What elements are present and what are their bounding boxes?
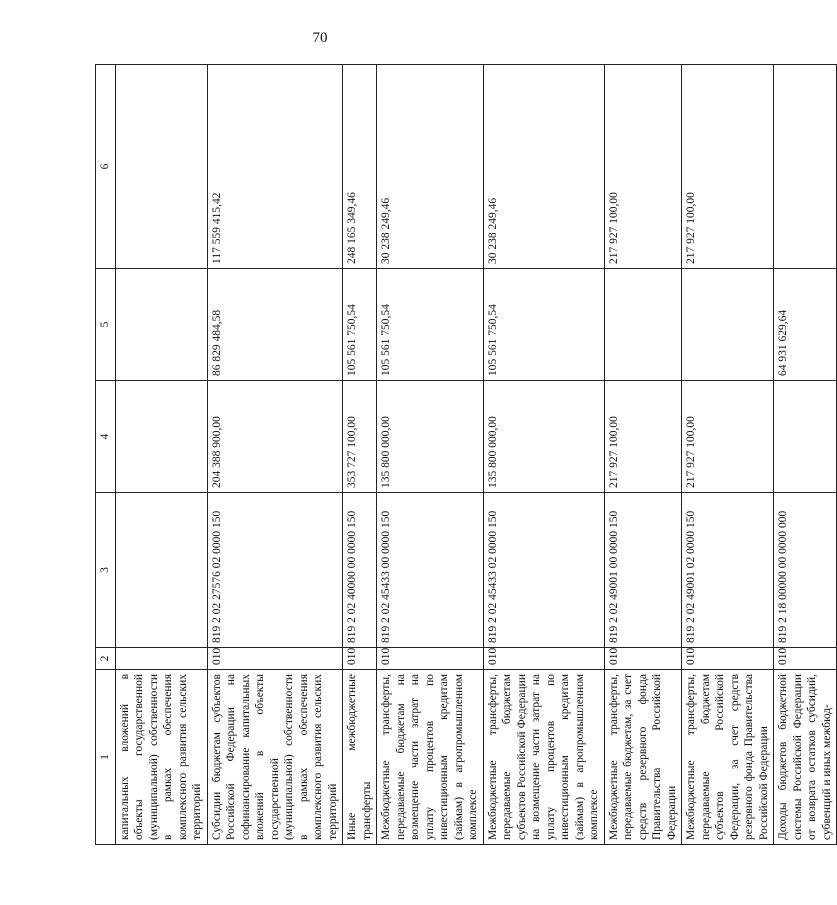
rotated-table-container	[95, 65, 833, 845]
header-cell: 6	[96, 65, 116, 269]
table-row	[774, 65, 837, 845]
header-cell: 5	[96, 269, 116, 381]
row-admin-code: 010	[377, 648, 484, 670]
row-name: Межбюджетные трансферты, передаваемые бюджетам на возмещение части затрат на уплату процентов по инвестиционным кредитам (займам) в агропромышленном комплексе	[377, 670, 484, 845]
row-budget-code	[115, 493, 207, 648]
row-executed: 105 561 750,54	[483, 269, 604, 381]
table-row	[377, 65, 484, 845]
row-budget-code: 819 2 02 27576 02 0000 150	[207, 493, 343, 648]
row-executed: 105 561 750,54	[377, 269, 484, 381]
header-cell: 2	[96, 648, 116, 670]
row-budget-code: 819 2 02 49001 00 0000 150	[604, 493, 682, 648]
table-row	[343, 65, 377, 845]
row-executed	[604, 269, 682, 381]
row-plan: 217 927 100,00	[682, 381, 774, 493]
row-name: капитальных вложений в объекты государственной (муниципальной) собственности в рамках обеспечения комплексного развития сельских территорий	[115, 670, 207, 845]
row-budget-code: 819 2 02 49001 02 0000 150	[682, 493, 774, 648]
row-plan: 217 927 100,00	[604, 381, 682, 493]
row-plan: 353 727 100,00	[343, 381, 377, 493]
row-plan: 204 388 900,00	[207, 381, 343, 493]
row-admin-code	[115, 648, 207, 670]
row-plan: 135 800 000,00	[483, 381, 604, 493]
header-cell: 4	[96, 381, 116, 493]
header-cell: 1	[96, 670, 116, 845]
row-remainder: 217 927 100,00	[682, 65, 774, 269]
row-remainder: 117 559 415,42	[207, 65, 343, 269]
row-name: Субсидии бюджетам субъектов Российской Федерации на софинансирование капитальных вложений в объекты государственной (муниципальной) собственности в рамках обеспечения комплексного развития сельских территорий	[207, 670, 343, 845]
table-row	[604, 65, 682, 845]
page-number: 70	[312, 30, 328, 46]
row-admin-code: 010	[604, 648, 682, 670]
row-name: Доходы бюджетов бюджетной системы Российской Федерации от возврата остатков субсидий, субвенций и иных межбюд-	[774, 670, 837, 845]
row-remainder: 248 165 349,46	[343, 65, 377, 269]
row-plan	[115, 381, 207, 493]
row-executed: 86 829 484,58	[207, 269, 343, 381]
row-budget-code: 819 2 02 45433 00 0000 150	[377, 493, 484, 648]
row-name: Межбюджетные трансферты, передаваемые бюджетам, за счет средств резервного фонда Правительства Российской Федерации	[604, 670, 682, 845]
row-executed: 105 561 750,54	[343, 269, 377, 381]
row-admin-code: 010	[483, 648, 604, 670]
row-plan	[774, 381, 837, 493]
row-budget-code: 819 2 02 45433 02 0000 150	[483, 493, 604, 648]
row-executed: 64 931 629,64	[774, 269, 837, 381]
row-admin-code: 010	[207, 648, 343, 670]
row-admin-code: 010	[774, 648, 837, 670]
row-remainder: 217 927 100,00	[604, 65, 682, 269]
row-admin-code: 010	[682, 648, 774, 670]
row-remainder	[774, 65, 837, 269]
table-row	[207, 65, 343, 845]
header-row	[96, 65, 116, 845]
row-executed	[682, 269, 774, 381]
row-name: Межбюджетные трансферты, передаваемые бюджетам субъектов Российской Федерации, за счет средств резервного фонда Правительства Российской Федерации	[682, 670, 774, 845]
row-remainder	[115, 65, 207, 269]
row-admin-code: 010	[343, 648, 377, 670]
table-row	[483, 65, 604, 845]
row-budget-code: 819 2 02 40000 00 0000 150	[343, 493, 377, 648]
budget-table	[95, 64, 837, 845]
row-plan: 135 800 000,00	[377, 381, 484, 493]
row-executed	[115, 269, 207, 381]
row-remainder: 30 238 249,46	[483, 65, 604, 269]
row-remainder: 30 238 249,46	[377, 65, 484, 269]
header-cell: 3	[96, 493, 116, 648]
row-name: Иные межбюджетные трансферты	[343, 670, 377, 845]
table-row	[115, 65, 207, 845]
row-name: Межбюджетные трансферты, передаваемые бюджетам субъектов Российской Федерации на возмещение части затрат на уплату процентов по инвестиционным кредитам (займам) в агропромышленном комплексе	[483, 670, 604, 845]
table-row	[682, 65, 774, 845]
row-budget-code: 819 2 18 00000 00 0000 000	[774, 493, 837, 648]
